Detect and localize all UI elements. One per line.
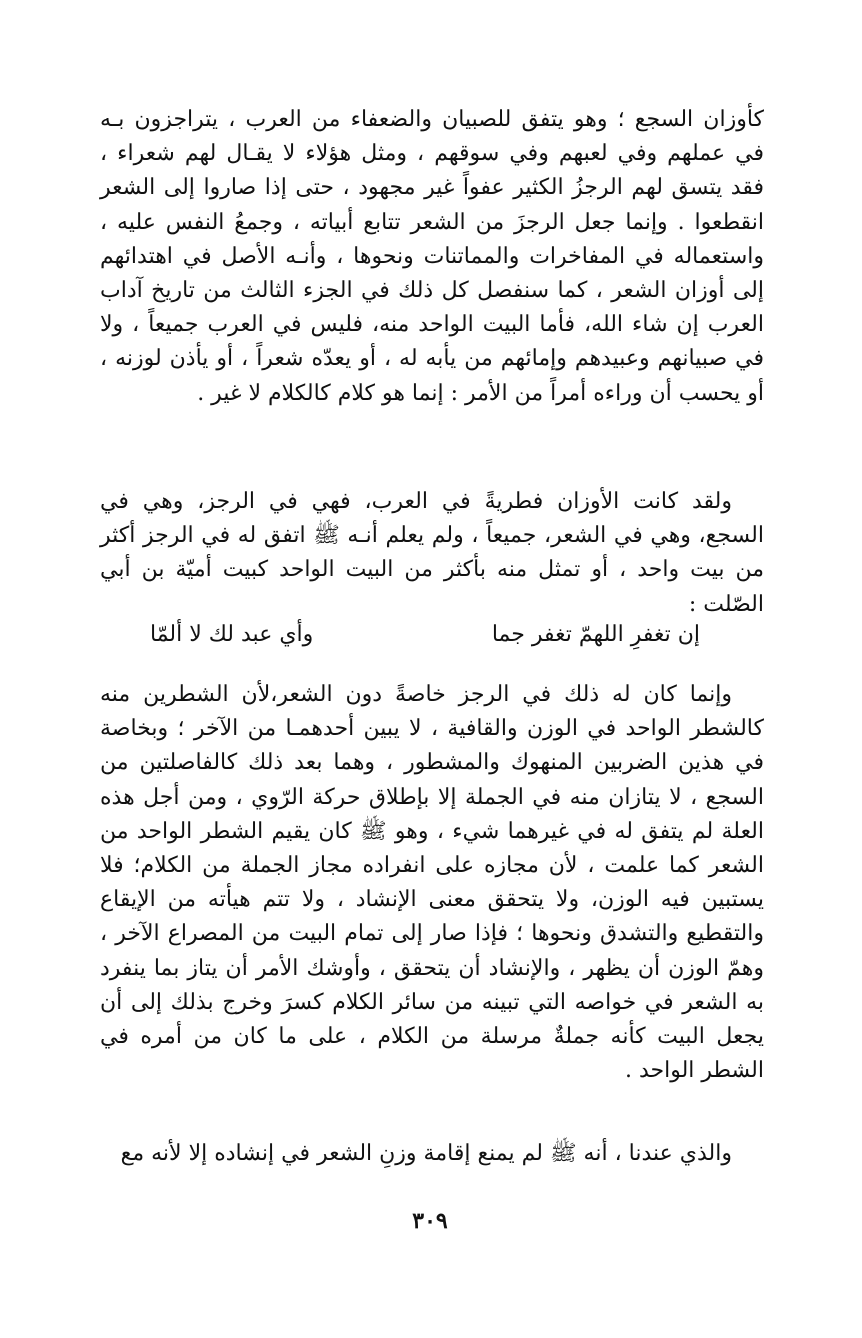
- paragraph-4-text: والذي عندنا ، أنه ﷺ لم يمنع إقامة وزنِ الشعر في إنشاده إلا لأنه مع: [120, 1141, 732, 1166]
- verse-second-hemistich: وأي عبد لك لا ألمّا: [150, 622, 314, 647]
- paragraph-2: [100, 485, 764, 617]
- paragraph-3: [100, 678, 764, 1110]
- paragraph-1-text: كأوزان السجع ؛ وهو يتفق للصبيان والضعفاء من العرب ، يتراجزون بـه في عملهم وفي لعبهم وفي سوقهم ، ومثل هؤلاء لا يقـال لهم شعراء ، فقد يتسق لهم الرجزُ الكثير عفواً غير مجهود ، حتى إذا صاروا إلى الشعر انقطعوا . وإنما جعل الرجزَ من الشعر تتابع أبياته ، وجمعُ النفس عليه ، واستعماله في المفاخرات والمماتنات ونحوها ، وأنـه الأصل في اهتدائهم إلى أوزان الشعر ، كما سنفصل كل ذلك في الجزء الثالث من تاريخ آداب العرب إن شاء الله، فأما البيت الواحد منه، فليس في العرب جميعاً ، ولا في صبيانهم وعبيدهم وإمائهم من يأبه له ، أو يعدّه شعراً ، أو يأذن لوزنه ، أو يحسب أن وراءه أمراً من الأمر : إنما هو كلام كالكلام لا غير .: [100, 107, 764, 406]
- paragraph-1: [100, 103, 764, 453]
- page-number: ٣٠٩: [412, 1208, 448, 1234]
- poetry-verse: [150, 617, 700, 653]
- paragraph-3-text: وإنما كان له ذلك في الرجز خاصةً دون الشعر،لأن الشطرين منه كالشطر الواحد في الوزن والقافية ، لا يبين أحدهمـا من الآخر ؛ وبخاصة في هذين الضربين المنهوك والمشطور ، وهما بعد ذلك كالفاصلتين من السجع ، لا يتازان منه في الجملة إلا بإطلاق حركة الرّوي ، ومن أجل هذه العلة لم يتفق له في غيرهما شيء ، وهو ﷺ كان يقيم الشطر الواحد من الشعر كما علمت ، لأن مجازه على انفراده مجاز الجملة من الكلام؛ فلا يستبين فيه الوزن، ولا يتحقق معنى الإنشاد ، ولا تتم هيأته من الإيقاع والتقطيع والتشدق ونحوها ؛ فإذا صار إلى تمام البيت من المصراع الآخر ، وهمّ الوزن أن يظهر ، والإنشاد أن يتحقق ، وأوشك الأمر أن يتاز بما ينفرد به الشعر في خواصه التي تبينه من سائر الكلام كسرَ وخرج بذلك إلى أن يجعل البيت كأنه جملةٌ مرسلة من الكلام ، على ما كان من أمره في الشطر الواحد .: [100, 682, 764, 1084]
- paragraph-2-text: ولقد كانت الأوزان فطريةً في العرب، فهي في الرجز، وهي في السجع، وهي في الشعر، جميعاً ، ولم يعلم أنـه ﷺ اتفق له في الرجز أكثر من بيت واحد ، أو تمثل منه بأكثر من البيت الواحد كبيت أميّة بن أبي الصّلت :: [100, 489, 764, 617]
- paragraph-4: [100, 1137, 764, 1173]
- verse-first-hemistich: إن تغفرِ اللهمّ تغفر جما: [491, 622, 700, 647]
